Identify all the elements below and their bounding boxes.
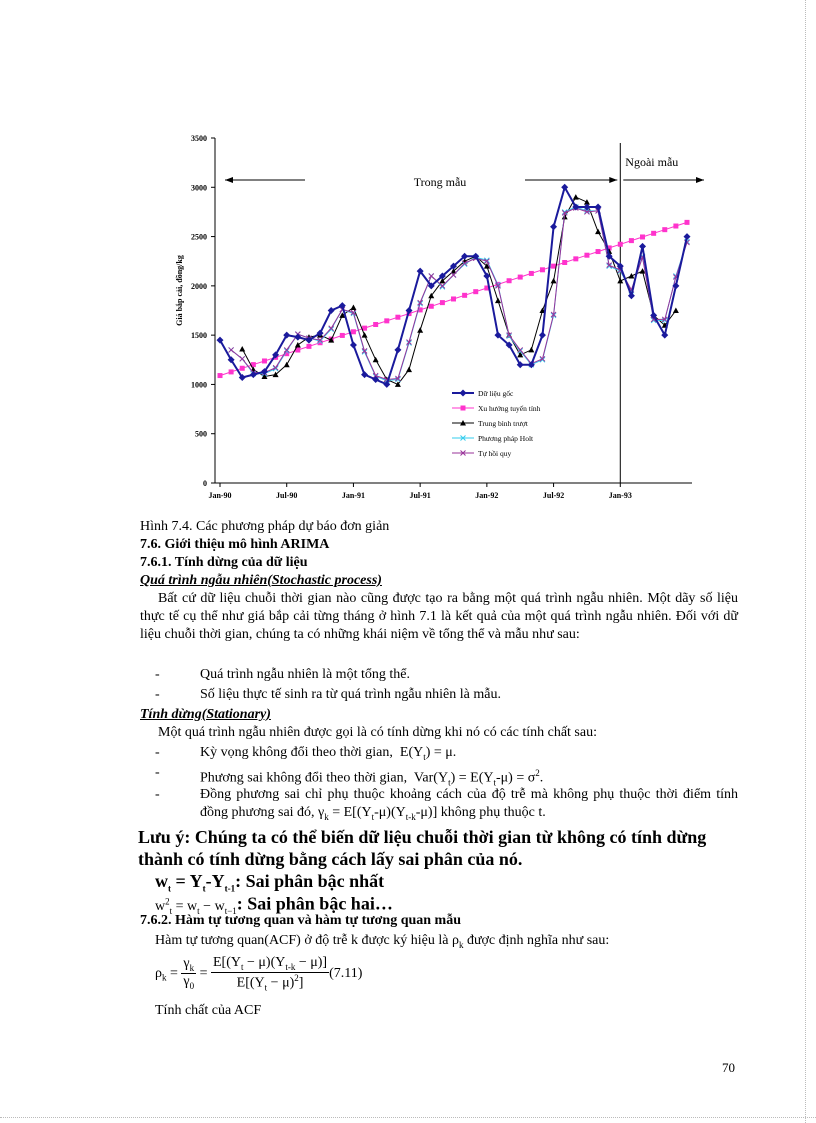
series-point-2 <box>628 273 634 279</box>
bullet-text: Số liệu thực tế sinh ra từ quá trình ngẫu nhiên là mẫu. <box>200 687 501 702</box>
series-point-1 <box>529 271 534 276</box>
note-paragraph: Lưu ý: Chúng ta có thể biến dữ liệu chuỗi thời gian từ không có tính dừng thành có tính dừng bằng cách lấy sai phân của nó. <box>138 827 707 869</box>
y-tick-label: 2500 <box>191 232 207 242</box>
second-difference: $w^2_t = w_t - w_{t-1}$: Sai phân bậc hai… <box>155 893 393 916</box>
series-point-4 <box>429 274 434 279</box>
series-point-2 <box>595 229 601 235</box>
series-line-2 <box>242 197 676 384</box>
series-point-1 <box>618 242 623 247</box>
x-tick-label: Jul-91 <box>409 491 431 500</box>
legend-label: Phương pháp Holt <box>478 434 534 443</box>
x-tick-label: Jan-93 <box>608 491 632 500</box>
series-point-0 <box>550 223 557 230</box>
series-point-1 <box>262 358 267 363</box>
acf-formula: $\rho_k$ = $\frac{\gamma_k}{\gamma_0}$ = $\frac{E[(Y_t - \mu)(Y_{t-k} - \mu)]}{E[(Y_t - \mu)^2]}$ (7.11) <box>155 955 363 993</box>
series-point-2 <box>617 278 623 284</box>
legend-label: Tự hồi quy <box>478 449 512 458</box>
page-border-bottom <box>0 1117 816 1118</box>
series-point-1 <box>662 227 667 232</box>
bullet-dash: - <box>155 667 160 682</box>
series-point-1 <box>540 267 545 272</box>
series-point-1 <box>218 373 223 378</box>
series-line-4 <box>231 208 687 380</box>
series-point-1 <box>685 220 690 225</box>
legend-label: Dữ liệu gốc <box>478 389 514 398</box>
heading-7-6-2: 7.6.2. Hàm tự tương quan và hàm tự tương quan mẫu <box>140 913 461 928</box>
legend-marker <box>461 406 466 411</box>
series-point-1 <box>573 256 578 261</box>
bullet-dash: - <box>155 765 160 780</box>
equation-number: (7.11) <box>329 965 363 981</box>
series-point-2 <box>673 308 679 314</box>
series-point-1 <box>584 253 589 258</box>
acf-paragraph: Hàm tự tương quan(ACF) ở độ trễ k được ký hiệu là $\rho_k$ được định nghĩa như sau: <box>155 933 610 950</box>
y-tick-label: 0 <box>203 479 207 488</box>
x-tick-label: Jan-92 <box>475 491 499 500</box>
x-tick-label: Jan-90 <box>208 491 232 500</box>
x-tick-label: Jan-91 <box>341 491 365 500</box>
series-point-0 <box>361 371 368 378</box>
y-tick-label: 1000 <box>191 380 207 390</box>
bullet-dash: - <box>155 787 160 802</box>
arrow-head-out <box>696 177 704 183</box>
y-tick-label: 1500 <box>191 331 207 341</box>
bullet-dash: - <box>155 687 160 702</box>
series-point-2 <box>373 357 379 363</box>
y-tick-label: 3500 <box>191 134 207 143</box>
second-difference-label: : Sai phân bậc hai… <box>236 893 393 914</box>
stationary-title: Tính dừng(Stationary) <box>140 707 271 722</box>
heading-7-6: 7.6. Giới thiệu mô hình ARIMA <box>140 537 330 552</box>
series-point-1 <box>651 231 656 236</box>
series-point-4 <box>229 347 234 352</box>
series-point-1 <box>229 369 234 374</box>
series-point-1 <box>240 366 245 371</box>
series-point-2 <box>362 332 368 338</box>
series-point-1 <box>562 260 567 265</box>
series-point-1 <box>640 234 645 239</box>
legend-label: Xu hướng tuyến tính <box>478 404 541 413</box>
stochastic-title: Quá trình ngẫu nhiên(Stochastic process) <box>140 573 382 588</box>
x-tick-label: Jul-92 <box>542 491 565 500</box>
series-point-0 <box>339 302 346 309</box>
series-point-1 <box>596 249 601 254</box>
series-point-2 <box>551 278 557 284</box>
series-line-3 <box>231 207 687 381</box>
arrow-head-right <box>609 177 617 183</box>
series-point-1 <box>551 264 556 269</box>
series-point-1 <box>384 318 389 323</box>
series-point-4 <box>273 365 278 370</box>
series-point-0 <box>639 243 646 250</box>
series-point-1 <box>373 322 378 327</box>
series-point-0 <box>328 307 335 314</box>
y-axis-label: Giá bắp cải, đồng/kg <box>175 255 184 326</box>
stationary-paragraph: Một quá trình ngẫu nhiên được gọi là có tính dừng khi nó có các tính chất sau: <box>158 725 597 740</box>
series-point-0 <box>394 346 401 353</box>
bullet-dash: - <box>155 745 160 760</box>
legend-label: Trung bình trượt <box>478 419 528 428</box>
series-point-2 <box>295 342 301 348</box>
series-point-3 <box>440 284 445 289</box>
page-border-right <box>805 0 806 1123</box>
series-point-1 <box>629 238 634 243</box>
forecast-chart <box>170 128 710 508</box>
series-point-1 <box>673 224 678 229</box>
series-point-4 <box>329 326 334 331</box>
out-sample-label: Ngoài mẫu <box>625 155 679 169</box>
series-point-1 <box>429 304 434 309</box>
series-point-2 <box>406 367 412 373</box>
y-tick-label: 3000 <box>191 183 207 193</box>
series-point-2 <box>239 346 245 352</box>
condition-text: Đồng phương sai chỉ phụ thuộc khoảng cách của độ trễ mà không phụ thuộc thời điểm tính đồng phương sai đó, <box>200 787 738 820</box>
series-point-0 <box>539 332 546 339</box>
series-point-1 <box>473 289 478 294</box>
series-point-1 <box>351 329 356 334</box>
series-point-1 <box>306 344 311 349</box>
series-point-1 <box>507 278 512 283</box>
legend-marker <box>460 390 467 397</box>
series-point-2 <box>495 298 501 304</box>
series-point-2 <box>417 327 423 333</box>
series-point-2 <box>350 305 356 311</box>
condition-text: Phương sai không đổi theo thời gian, <box>200 770 408 786</box>
series-point-1 <box>518 275 523 280</box>
heading-7-6-1: 7.6.1. Tính dừng của dữ liệu <box>140 555 308 570</box>
series-point-2 <box>284 362 290 368</box>
acf-properties: Tính chất của ACF <box>155 1003 262 1018</box>
bullet-text: Quá trình ngẫu nhiên là một tổng thể. <box>200 667 410 682</box>
series-point-2 <box>528 347 534 353</box>
series-point-4 <box>440 283 445 288</box>
stochastic-paragraph: Bất cứ dữ liệu chuỗi thời gian nào cũng được tạo ra bằng một quá trình ngẫu nhiên. Một dãy số liệu thực tế cụ thể như giá bắp cải từng tháng ở hình 7.1 là kết quả của một quá trình ngẫu nhiên. Đối với dữ liệu chuỗi thời gian, chúng ta có những khái niệm về tổng thể và mẫu như sau: <box>140 591 738 642</box>
arrow-head-left <box>225 177 233 183</box>
series-point-1 <box>451 296 456 301</box>
series-point-4 <box>240 356 245 361</box>
in-sample-label: Trong mẫu <box>413 175 467 189</box>
first-difference: $w_t = Y_t-Y_{t-1}$: Sai phân bậc nhất <box>155 871 385 894</box>
page-number: 70 <box>722 1060 735 1075</box>
series-point-1 <box>395 315 400 320</box>
series-line-0 <box>220 187 687 384</box>
condition-end: không phụ thuộc t. <box>440 805 546 820</box>
series-point-0 <box>350 342 357 349</box>
series-point-1 <box>340 333 345 338</box>
series-point-1 <box>462 293 467 298</box>
series-point-1 <box>440 300 445 305</box>
series-point-2 <box>573 194 579 200</box>
first-difference-label: : Sai phân bậc nhất <box>235 871 385 891</box>
y-tick-label: 500 <box>195 429 207 439</box>
y-tick-label: 2000 <box>191 281 207 291</box>
figure-caption: Hình 7.4. Các phương pháp dự báo đơn giản <box>140 519 390 534</box>
condition-text: Kỳ vọng không đổi theo thời gian, <box>200 745 393 760</box>
series-point-0 <box>595 204 602 211</box>
x-tick-label: Jul-90 <box>276 491 298 500</box>
